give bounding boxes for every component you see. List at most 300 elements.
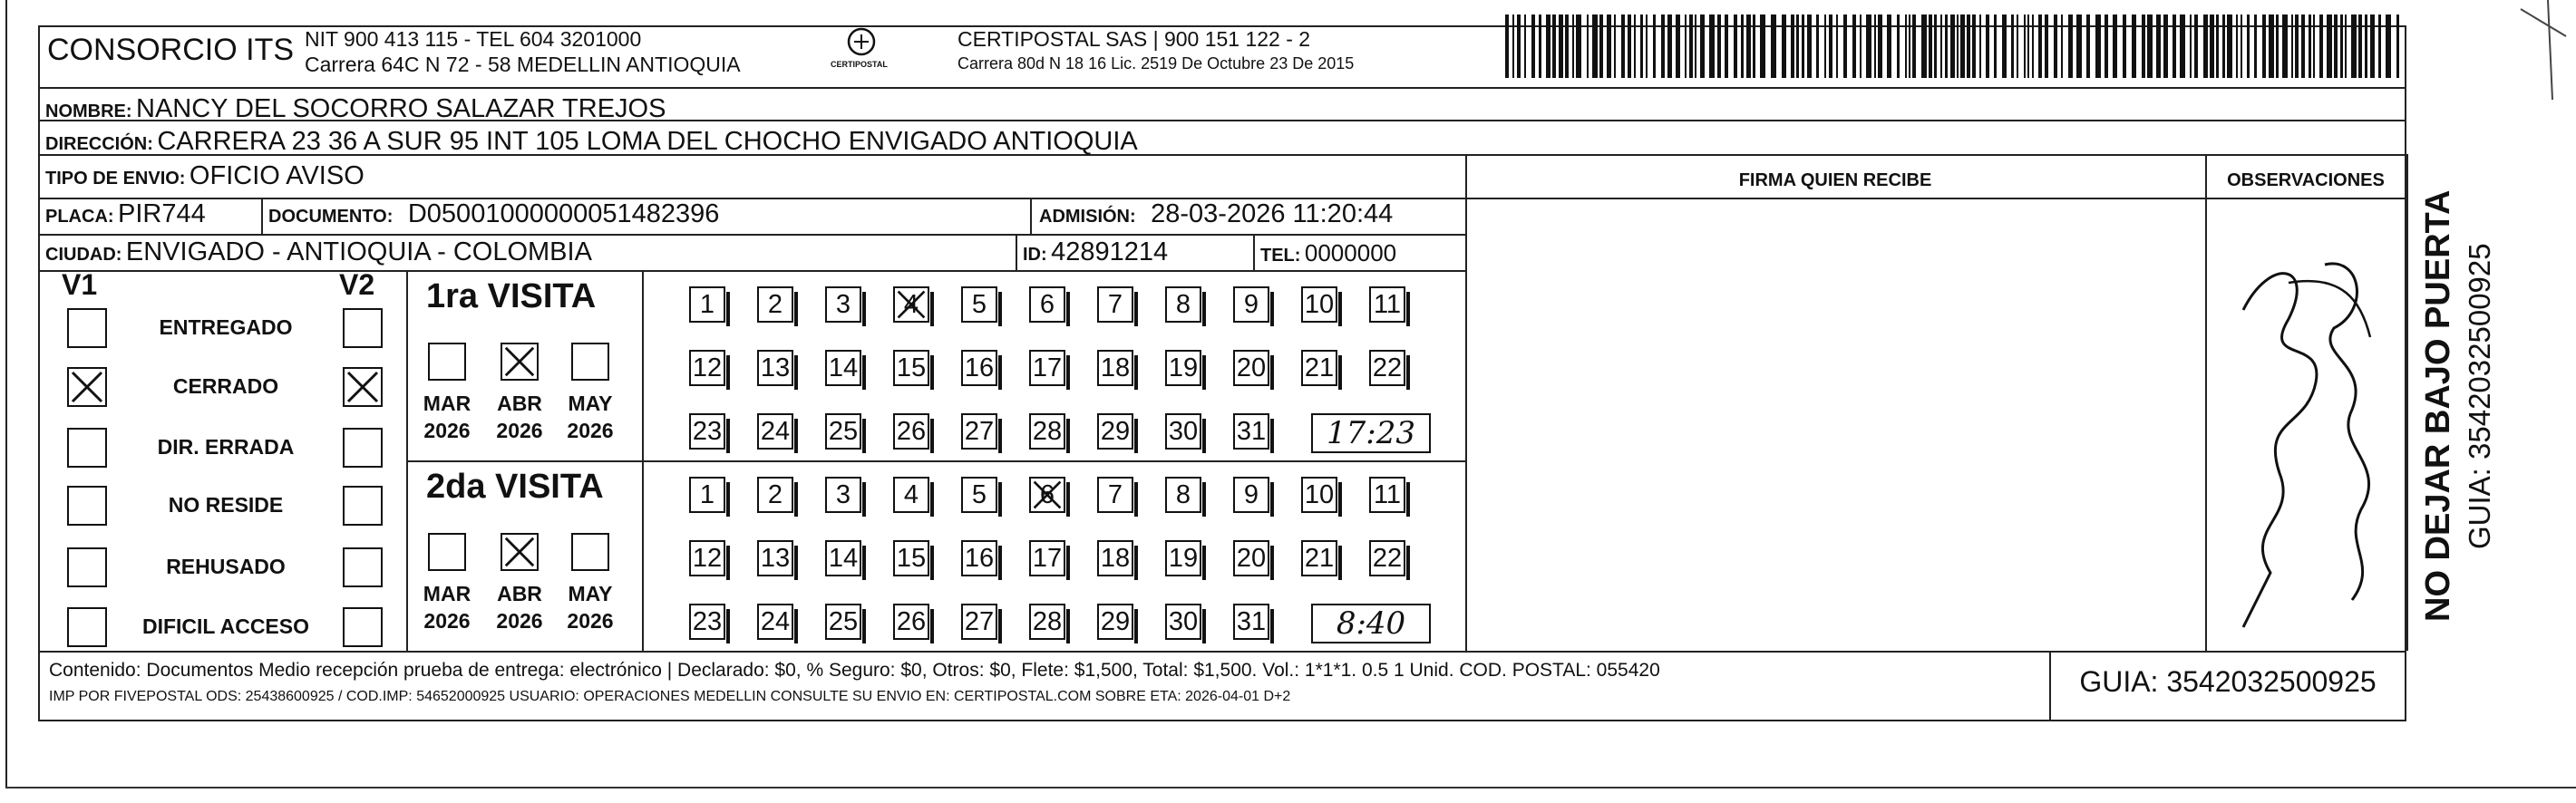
side-guia: GUIA: 3542032500925	[2463, 243, 2496, 549]
barcode-bar	[1689, 15, 1693, 78]
barcode-bar	[1807, 15, 1812, 78]
barcode	[1505, 15, 2412, 78]
visit-day-box[interactable]	[825, 477, 861, 513]
visit-day-number: 24	[760, 607, 791, 636]
barcode-bar	[1829, 15, 1832, 78]
barcode-bar	[2386, 15, 2391, 78]
barcode-bar	[2301, 15, 2305, 78]
visit-day-number: 2	[767, 480, 783, 509]
visit-day-box[interactable]	[893, 540, 929, 576]
visit-day-box[interactable]	[689, 604, 725, 640]
visit-day-box[interactable]	[1233, 604, 1269, 640]
visit-day-box[interactable]	[1029, 540, 1065, 576]
status-v1-checkbox[interactable]	[67, 308, 107, 348]
visit-day-number: 1	[699, 480, 715, 509]
visit-day-box[interactable]	[1165, 350, 1201, 386]
visit-day-box[interactable]	[825, 604, 861, 640]
visit-month-label: MAY	[568, 582, 613, 605]
barcode-bar	[2032, 15, 2034, 78]
visit-day-number: 22	[1372, 353, 1403, 382]
barcode-bar	[2295, 15, 2299, 78]
status-v2-checkbox[interactable]	[343, 308, 383, 348]
barcode-bar	[2378, 15, 2381, 78]
barcode-bar	[1676, 15, 1680, 78]
ciudad-label: CIUDAD:	[45, 245, 122, 265]
barcode-bar	[1725, 15, 1728, 78]
visit-day-number: 15	[896, 544, 927, 573]
visit-day-box[interactable]	[1029, 286, 1065, 323]
tipo-value: OFICIO AVISO	[189, 161, 365, 190]
barcode-bar	[1546, 15, 1550, 78]
barcode-bar	[1539, 15, 1541, 78]
tel-label: TEL:	[1260, 246, 1301, 266]
barcode-bar	[2327, 15, 2332, 78]
tel-row	[1260, 239, 1396, 267]
status-v2-checkbox[interactable]	[343, 367, 383, 407]
tipo-label: TIPO DE ENVIO:	[45, 169, 186, 189]
barcode-bar	[2370, 15, 2375, 78]
visit-month-checkbox[interactable]	[501, 343, 539, 381]
certipostal-address: Carrera 80d N 18 16 Lic. 2519 De Octubre 23 De 2015	[957, 54, 1355, 73]
visit-time-box[interactable]	[1311, 413, 1431, 453]
company-name: CONSORCIO ITS	[47, 33, 295, 67]
barcode-bar	[1843, 15, 1847, 78]
visit-day-box[interactable]	[1301, 540, 1337, 576]
barcode-bar	[1921, 15, 1927, 78]
barcode-bar	[2276, 15, 2279, 78]
visit-day-box[interactable]	[1097, 350, 1133, 386]
barcode-bar	[1934, 15, 1937, 78]
visit-day-box[interactable]	[1233, 286, 1269, 323]
visit-day-box[interactable]	[1233, 350, 1269, 386]
edge-marks	[2512, 0, 2575, 109]
visit-day-box[interactable]	[1233, 477, 1269, 513]
status-v2-checkbox[interactable]	[343, 547, 383, 587]
visit-month-checkbox[interactable]	[571, 533, 609, 571]
visit-day-box[interactable]	[1233, 413, 1269, 450]
barcode-bar	[1782, 15, 1786, 78]
barcode-bar	[1640, 15, 1643, 78]
barcode-bar	[1734, 15, 1737, 78]
barcode-bar	[1576, 15, 1581, 78]
barcode-bar	[1695, 15, 1696, 78]
barcode-bar	[2105, 15, 2108, 78]
footer-imp-line: IMP POR FIVEPOSTAL ODS: 25438600925 / COD.IMP: 54652000925 USUARIO: OPERACIONES MEDELLIN CONSULTE SU ENVIO EN: CERTIPOSTAL.COM SOBRE ETA: 2026-04-01 D+2	[49, 689, 1291, 704]
status-v1-checkbox[interactable]	[67, 367, 107, 407]
visit-day-box[interactable]	[1165, 604, 1201, 640]
visit-day-box[interactable]	[1369, 286, 1405, 323]
visit-day-box[interactable]	[757, 540, 793, 576]
visit-month-label: MAY	[568, 392, 613, 415]
visit-day-number: 15	[896, 353, 927, 382]
barcode-bar	[2365, 15, 2367, 78]
barcode-bar	[1517, 15, 1521, 78]
visit-day-number: 30	[1168, 417, 1199, 446]
visit-day-number: 26	[896, 417, 927, 446]
barcode-bar	[1599, 15, 1603, 78]
documento-row	[268, 199, 719, 229]
visit-day-number: 6	[1039, 480, 1055, 509]
visit-day-box[interactable]	[1097, 413, 1133, 450]
visit-day-number: 22	[1372, 544, 1403, 573]
visit-time-box[interactable]	[1311, 604, 1431, 643]
barcode-bar	[2351, 15, 2357, 78]
visit-day-box[interactable]	[893, 477, 929, 513]
barcode-bar	[2227, 15, 2232, 78]
placa-row	[45, 199, 206, 229]
visit-month-checkbox[interactable]	[501, 533, 539, 571]
visit-day-number: 1	[699, 290, 715, 319]
visit-day-box[interactable]	[1165, 477, 1201, 513]
visit-day-number: 13	[760, 353, 791, 382]
barcode-bar	[1816, 15, 1819, 78]
visit-day-box[interactable]	[893, 413, 929, 450]
barcode-bar	[1860, 15, 1862, 78]
status-v1-checkbox[interactable]	[67, 486, 107, 526]
barcode-bar	[2061, 15, 2063, 78]
certipostal-line: CERTIPOSTAL SAS | 900 151 122 - 2	[957, 27, 1311, 51]
visit-day-number: 6	[1039, 290, 1055, 319]
barcode-bar	[1741, 15, 1744, 78]
barcode-bar	[2236, 15, 2238, 78]
visit-day-number: 27	[964, 607, 995, 636]
barcode-bar	[2241, 15, 2242, 78]
visit-day-number: 10	[1304, 480, 1335, 509]
barcode-bar	[1791, 15, 1794, 78]
visit-month-label: MAR	[423, 392, 471, 415]
barcode-bar	[2309, 15, 2311, 78]
footer-contenido: Contenido: Documentos Medio recepción prueba de entrega: electrónico | Declarado: $0, % Seguro: $0, Otros: $0, Flete: $1,500, Total: $1,500. Vol.: 1*1*1. 0.5 1 Unid. COD. POSTAL: 055420	[49, 660, 1660, 681]
barcode-bar	[2024, 15, 2026, 78]
visit-day-number: 21	[1304, 544, 1335, 573]
barcode-bar	[1957, 15, 1959, 78]
paper-bottom-edge	[5, 787, 2576, 788]
visit-day-box[interactable]	[689, 286, 725, 323]
visit-year-label: 2026	[496, 419, 543, 442]
id-row	[1023, 237, 1168, 267]
visit-day-number: 14	[828, 544, 859, 573]
barcode-bar	[1912, 15, 1916, 78]
status-v1-checkbox[interactable]	[67, 428, 107, 468]
barcode-bar	[2017, 15, 2018, 78]
visit-day-number: 30	[1168, 607, 1199, 636]
visit-day-box[interactable]	[1165, 540, 1201, 576]
barcode-bar	[1753, 15, 1755, 78]
visit-day-number: 12	[692, 544, 723, 573]
visit-day-number: 25	[828, 417, 859, 446]
barcode-bar	[2210, 15, 2214, 78]
visit-title: 2da VISITA	[426, 468, 604, 506]
admision-value: 28-03-2026 11:20:44	[1151, 199, 1394, 228]
admision-row	[1039, 199, 1393, 229]
barcode-bar	[1646, 15, 1648, 78]
visit-day-number: 14	[828, 353, 859, 382]
barcode-bar	[2319, 15, 2323, 78]
barcode-bar	[1653, 15, 1656, 78]
barcode-bar	[1628, 15, 1631, 78]
visit-day-box[interactable]	[757, 286, 793, 323]
visit-day-box[interactable]	[1097, 477, 1133, 513]
visit-day-number: 10	[1304, 290, 1335, 319]
barcode-bar	[2222, 15, 2225, 78]
visit-day-box[interactable]	[689, 413, 725, 450]
visit-day-number: 23	[692, 417, 723, 446]
barcode-bar	[1771, 15, 1776, 78]
barcode-bar	[2147, 15, 2153, 78]
visit-month-checkbox[interactable]	[428, 533, 466, 571]
visit-day-number: 16	[964, 544, 995, 573]
visit-day-box[interactable]	[893, 604, 929, 640]
side-no-dejar: NO DEJAR BAJO PUERTA	[2419, 189, 2457, 622]
barcode-bar	[1634, 15, 1636, 78]
visit-day-box[interactable]	[961, 350, 997, 386]
visit-day-box[interactable]	[689, 540, 725, 576]
nombre-value: NANCY DEL SOCORRO SALAZAR TREJOS	[136, 94, 666, 123]
visit-day-number: 4	[903, 290, 919, 319]
visit-day-number: 24	[760, 417, 791, 446]
visit-day-number: 23	[692, 607, 723, 636]
barcode-bar	[2247, 15, 2250, 78]
visit-day-number: 8	[1175, 480, 1191, 509]
visit-day-box[interactable]	[1029, 350, 1065, 386]
documento-value: D05001000000051482396	[407, 199, 720, 228]
barcode-bar	[2345, 15, 2347, 78]
barcode-bar	[2163, 15, 2168, 78]
status-label: REHUSADO	[166, 555, 286, 578]
visit-day-box[interactable]	[757, 604, 793, 640]
visit-month-label: MAR	[423, 582, 471, 605]
barcode-bar	[1524, 15, 1526, 78]
placa-label: PLACA:	[45, 207, 114, 227]
visit-day-box[interactable]	[1369, 350, 1405, 386]
barcode-bar	[2194, 15, 2198, 78]
barcode-bar	[1661, 15, 1665, 78]
visit-day-box[interactable]	[1029, 413, 1065, 450]
barcode-bar	[1940, 15, 1942, 78]
visit-day-number: 31	[1236, 607, 1267, 636]
barcode-bar	[2173, 15, 2176, 78]
barcode-bar	[2086, 15, 2090, 78]
status-v1-checkbox[interactable]	[67, 547, 107, 587]
visit-day-number: 28	[1032, 417, 1063, 446]
barcode-bar	[1685, 15, 1687, 78]
visit-month-checkbox[interactable]	[428, 343, 466, 381]
visit-year-label: 2026	[423, 419, 471, 442]
barcode-bar	[1700, 15, 1705, 78]
visit-day-number: 17	[1032, 353, 1063, 382]
barcode-bar	[2156, 15, 2161, 78]
visit-day-number: 12	[692, 353, 723, 382]
visit-month-checkbox[interactable]	[571, 343, 609, 381]
visit-day-number: 17	[1032, 544, 1063, 573]
visit-day-number: 19	[1168, 353, 1199, 382]
barcode-bar	[1667, 15, 1672, 78]
placa-value: PIR744	[118, 199, 206, 228]
visit-year-label: 2026	[423, 609, 471, 633]
tel-value: 0000000	[1304, 239, 1397, 266]
visit-day-number: 11	[1373, 480, 1402, 509]
status-v2-checkbox[interactable]	[343, 486, 383, 526]
v2-label: V2	[339, 268, 375, 301]
barcode-bar	[1717, 15, 1721, 78]
visit-day-box[interactable]	[961, 477, 997, 513]
visit-day-box[interactable]	[961, 413, 997, 450]
visit-day-number: 3	[835, 290, 851, 319]
barcode-bar	[1746, 15, 1751, 78]
barcode-bar	[2291, 15, 2293, 78]
visit-day-box[interactable]	[825, 350, 861, 386]
visit-day-number: 9	[1243, 480, 1259, 509]
visit-day-box[interactable]	[961, 604, 997, 640]
admision-label: ADMISIÓN:	[1039, 207, 1136, 227]
status-v2-checkbox[interactable]	[343, 607, 383, 647]
barcode-bar	[1505, 15, 1509, 78]
barcode-bar	[2002, 15, 2007, 78]
barcode-bar	[2203, 15, 2208, 78]
status-v1-checkbox[interactable]	[67, 607, 107, 647]
visit-day-number: 13	[760, 544, 791, 573]
visit-day-box[interactable]	[1097, 540, 1133, 576]
documento-label: DOCUMENTO:	[268, 207, 394, 227]
visit-day-number: 29	[1100, 607, 1131, 636]
visit-day-box[interactable]	[1233, 540, 1269, 576]
visit-day-box[interactable]	[1097, 604, 1133, 640]
barcode-bar	[1565, 15, 1569, 78]
barcode-bar	[2095, 15, 2101, 78]
barcode-bar	[1852, 15, 1856, 78]
barcode-bar	[1531, 15, 1535, 78]
ciudad-row	[45, 237, 592, 267]
visit-day-box[interactable]	[1029, 604, 1065, 640]
barcode-bar	[1709, 15, 1715, 78]
visit-day-box[interactable]	[825, 413, 861, 450]
visit-day-box[interactable]	[1301, 350, 1337, 386]
visit-day-box[interactable]	[757, 477, 793, 513]
visit-year-label: 2026	[496, 609, 543, 633]
visit-day-box[interactable]	[1165, 286, 1201, 323]
barcode-bar	[2190, 15, 2192, 78]
barcode-bar	[2282, 15, 2288, 78]
barcode-bar	[1887, 15, 1891, 78]
direccion-value: CARRERA 23 36 A SUR 95 INT 105 LOMA DEL CHOCHO ENVIGADO ANTIOQUIA	[157, 127, 1138, 156]
barcode-bar	[2068, 15, 2073, 78]
visit-day-number: 5	[971, 290, 987, 319]
certipostal-logo	[831, 22, 888, 73]
visit-day-box[interactable]	[757, 413, 793, 450]
barcode-bar	[1967, 15, 1970, 78]
visit-day-number: 5	[971, 480, 987, 509]
barcode-bar	[1986, 15, 1989, 78]
nombre-row	[45, 94, 666, 124]
visit-day-number: 27	[964, 417, 995, 446]
visit-day-number: 26	[896, 607, 927, 636]
visit-day-box[interactable]	[893, 286, 929, 323]
visit-day-number: 21	[1304, 353, 1335, 382]
visit-day-number: 7	[1107, 480, 1123, 509]
barcode-bar	[1945, 15, 1948, 78]
barcode-bar	[1760, 15, 1765, 78]
barcode-bar	[2358, 15, 2362, 78]
barcode-bar	[2045, 15, 2048, 78]
nit-line: NIT 900 413 115 - TEL 604 3201000	[305, 27, 642, 51]
barcode-bar	[1878, 15, 1882, 78]
visit-day-number: 18	[1100, 353, 1131, 382]
barcode-bar	[1796, 15, 1799, 78]
visit-day-number: 19	[1168, 544, 1199, 573]
barcode-bar	[2142, 15, 2145, 78]
footer-guia: GUIA: 3542032500925	[2079, 665, 2377, 698]
barcode-bar	[2313, 15, 2315, 78]
visit-day-number: 20	[1236, 353, 1267, 382]
barcode-bar	[1929, 15, 1932, 78]
status-label: ENTREGADO	[159, 315, 293, 339]
barcode-bar	[2123, 15, 2126, 78]
visit-day-number: 11	[1373, 290, 1402, 319]
visit-day-box[interactable]	[1301, 286, 1337, 323]
id-value: 42891214	[1051, 237, 1169, 266]
barcode-bar	[2038, 15, 2042, 78]
visit-day-box[interactable]	[1165, 413, 1201, 450]
barcode-bar	[1979, 15, 1981, 78]
handwritten-signature	[2207, 201, 2405, 649]
visit-day-box[interactable]	[1369, 540, 1405, 576]
visit-day-number: 3	[835, 480, 851, 509]
visit-day-box[interactable]	[1301, 477, 1337, 513]
firma-header: FIRMA QUIEN RECIBE	[1738, 170, 1932, 190]
barcode-bar	[2180, 15, 2185, 78]
status-label: DIR. ERRADA	[157, 435, 295, 459]
barcode-bar	[2132, 15, 2136, 78]
barcode-bar	[2340, 15, 2343, 78]
visit-day-box[interactable]	[961, 286, 997, 323]
visit-time-value: 17:23	[1327, 415, 1415, 451]
barcode-bar	[1512, 15, 1514, 78]
barcode-bar	[1866, 15, 1871, 78]
visit-month-label: ABR	[497, 582, 542, 605]
barcode-bar	[1592, 15, 1598, 78]
barcode-bar	[1552, 15, 1556, 78]
barcode-bar	[1897, 15, 1900, 78]
tipo-row	[45, 161, 365, 191]
visit-year-label: 2026	[567, 419, 614, 442]
visit-day-box[interactable]	[1029, 477, 1065, 513]
id-label: ID:	[1023, 245, 1047, 265]
barcode-bar	[2396, 15, 2399, 78]
barcode-bar	[2269, 15, 2274, 78]
barcode-bar	[1994, 15, 1997, 78]
status-label: NO RESIDE	[168, 493, 284, 517]
visit-day-box[interactable]	[825, 286, 861, 323]
visit-day-box[interactable]	[1097, 286, 1133, 323]
barcode-bar	[1950, 15, 1955, 78]
visit-day-box[interactable]	[757, 350, 793, 386]
visit-day-box[interactable]	[825, 540, 861, 576]
barcode-bar	[1572, 15, 1574, 78]
nombre-label: NOMBRE:	[45, 102, 132, 121]
visit-day-box[interactable]	[689, 477, 725, 513]
barcode-bar	[1607, 15, 1611, 78]
paper-edge	[5, 0, 7, 788]
observaciones-header: OBSERVACIONES	[2227, 170, 2385, 190]
logo-caption: CERTIPOSTAL	[831, 60, 888, 69]
visit-day-box[interactable]	[961, 540, 997, 576]
visit-day-number: 2	[767, 290, 783, 319]
status-v2-checkbox[interactable]	[343, 428, 383, 468]
visit-day-box[interactable]	[893, 350, 929, 386]
visit-day-box[interactable]	[1369, 477, 1405, 513]
barcode-bar	[2262, 15, 2266, 78]
visit-day-box[interactable]	[689, 350, 725, 386]
